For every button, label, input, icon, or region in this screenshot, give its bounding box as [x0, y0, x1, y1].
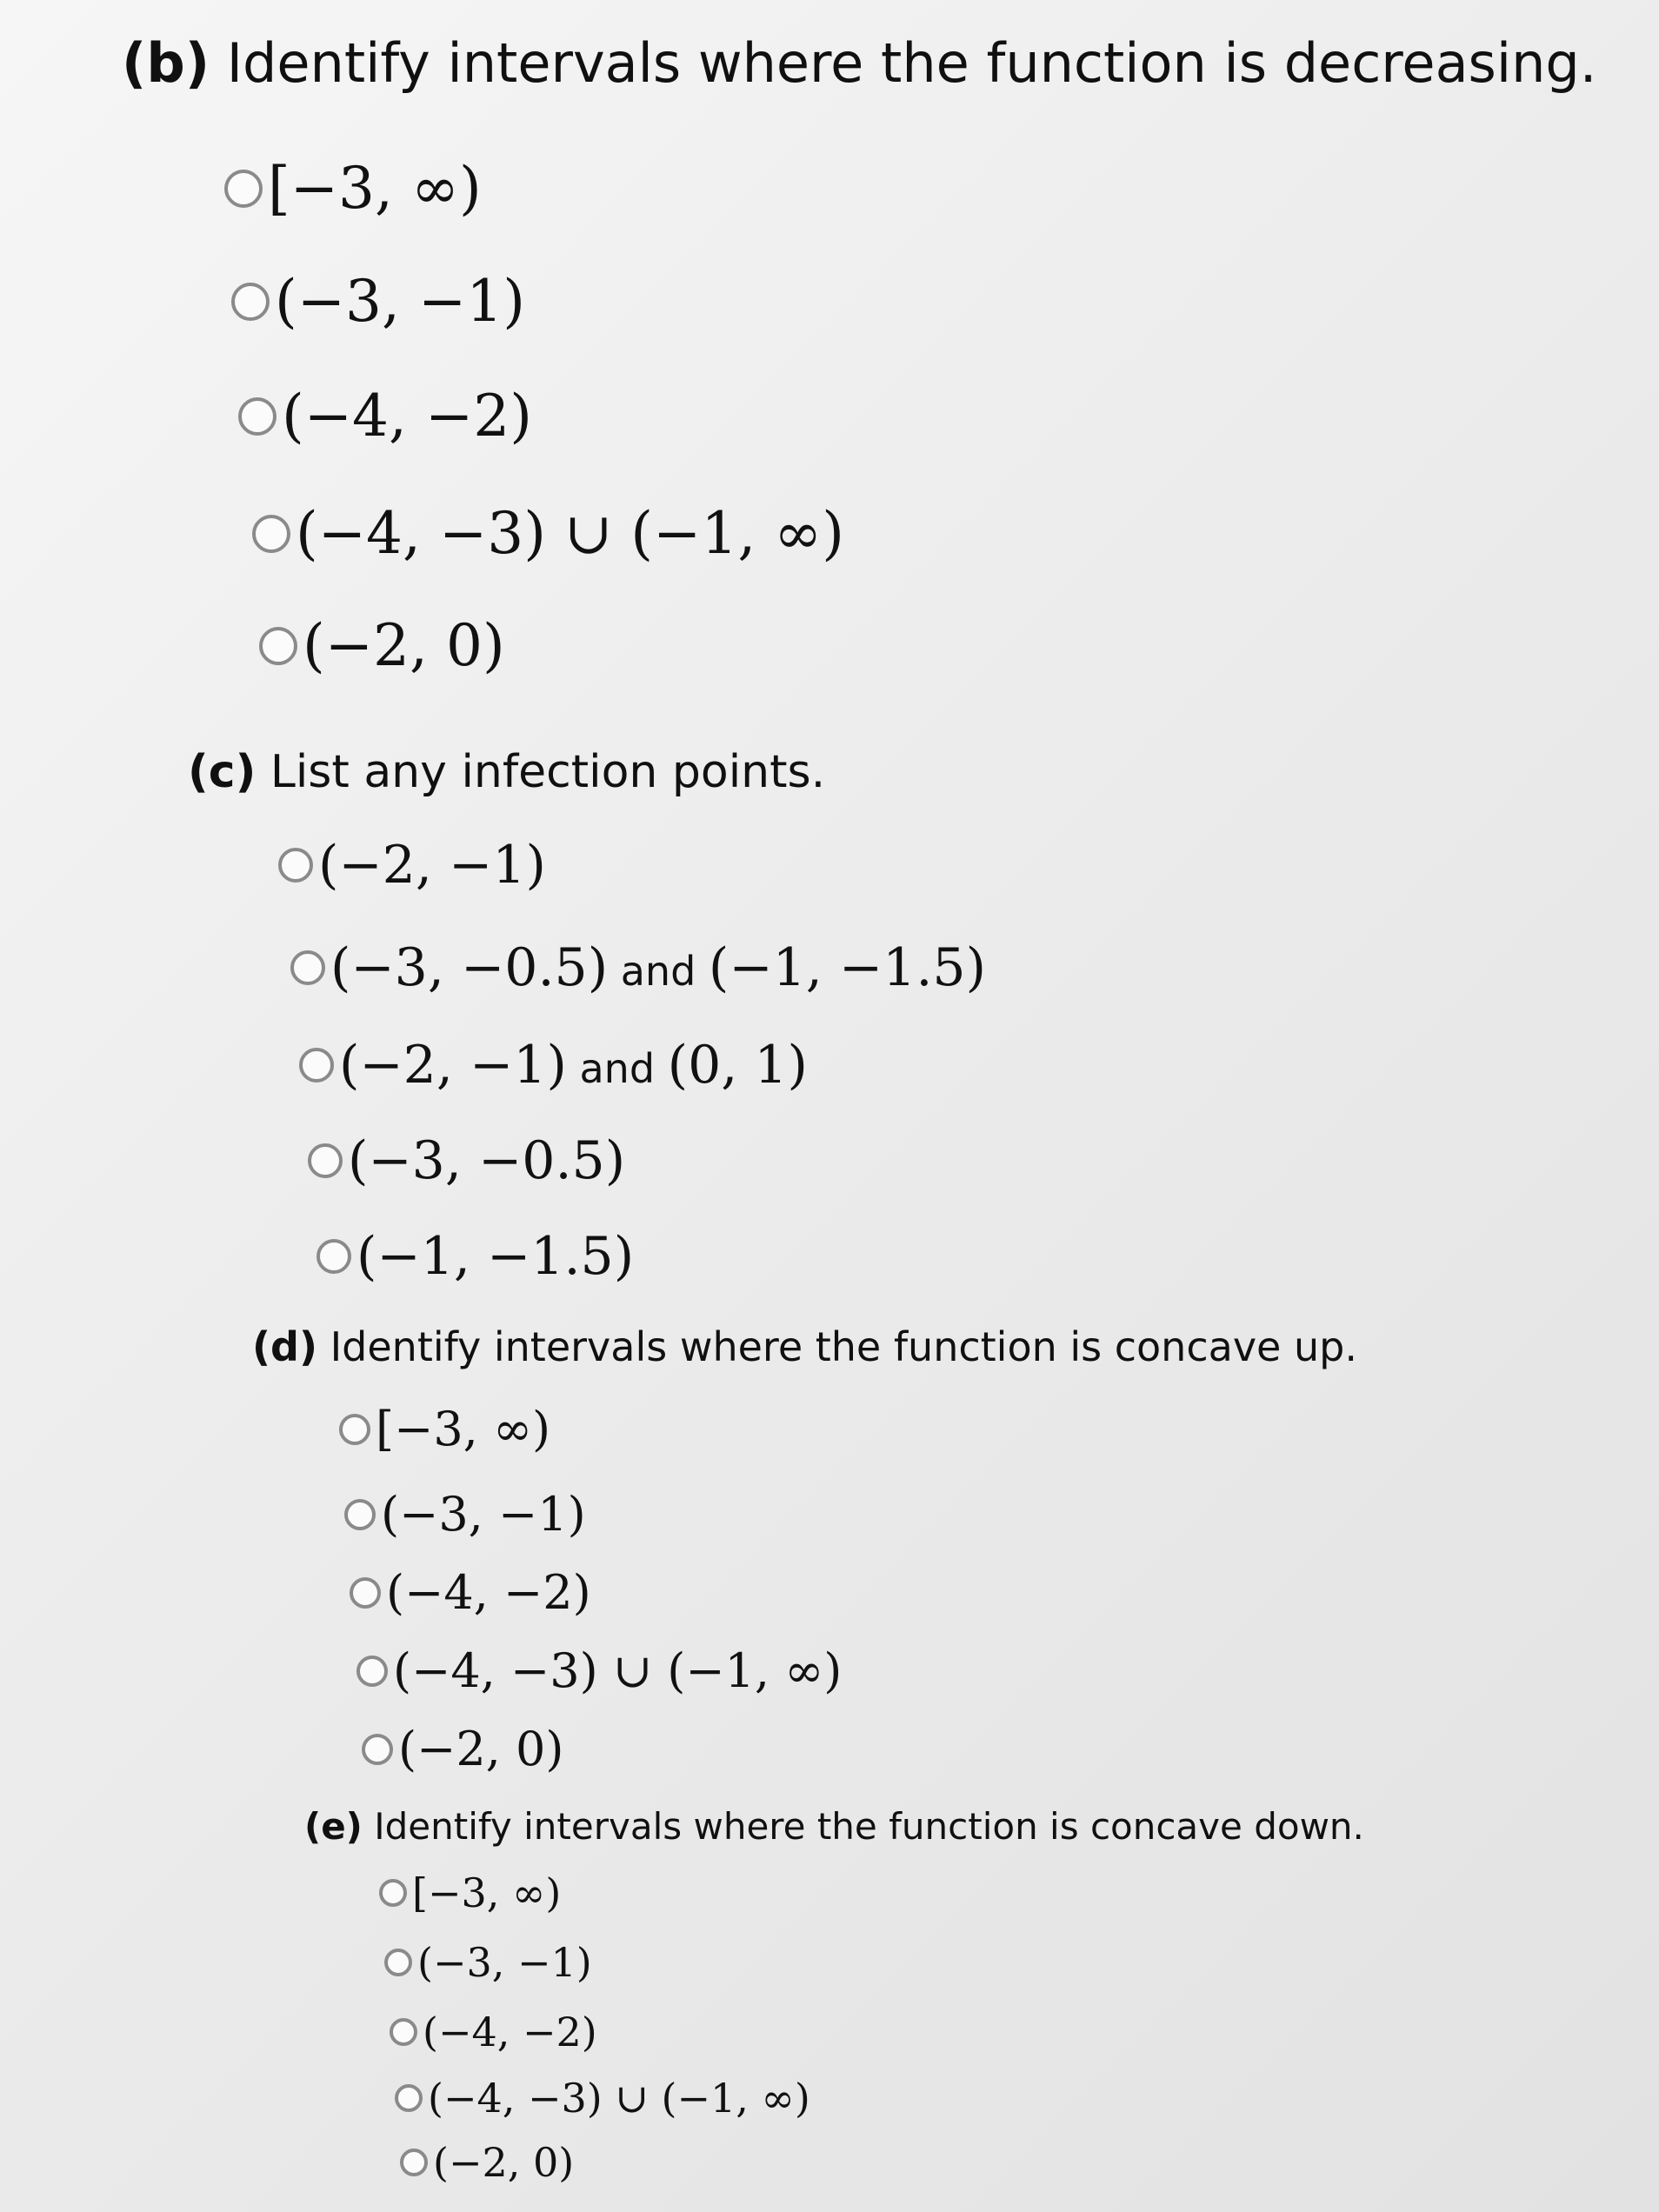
and-word: and — [566, 1045, 668, 1092]
option-label — [318, 835, 546, 896]
point-a: (−3, −0.5) — [330, 937, 609, 998]
radio-button[interactable] — [390, 2018, 417, 2046]
radio-button[interactable] — [400, 2149, 428, 2176]
option-label: (−3, −1) — [417, 1939, 592, 1986]
radio-button[interactable] — [308, 1143, 343, 1178]
point-a: (−2, −1) — [318, 835, 546, 896]
option-d-5[interactable] — [362, 1722, 563, 1776]
question-b-letter: (b) — [122, 31, 210, 95]
point-b: (0, 1) — [667, 1035, 808, 1096]
radio-button[interactable] — [395, 2084, 423, 2112]
option-c-5[interactable] — [316, 1226, 634, 1287]
question-d-letter: (d) — [252, 1323, 317, 1370]
point-a: (−1, −1.5) — [356, 1226, 635, 1287]
radio-button[interactable] — [379, 1879, 407, 1907]
radio-button[interactable] — [362, 1734, 393, 1765]
option-label: [−3, ∞) — [268, 155, 482, 222]
and-word: and — [608, 948, 709, 995]
radio-button[interactable] — [278, 848, 313, 883]
question-c-prompt — [188, 746, 826, 798]
radio-button[interactable] — [356, 1656, 388, 1687]
question-e-text: Identify intervals where the function is concave down. — [362, 1805, 1364, 1848]
option-e-3[interactable] — [390, 2009, 597, 2055]
question-c-text: List any infection points. — [256, 746, 826, 798]
question-d-text: Identify intervals where the function is concave up. — [316, 1323, 1357, 1370]
option-label — [356, 1226, 634, 1287]
option-e-2[interactable] — [384, 1939, 592, 1986]
option-label — [339, 1035, 808, 1096]
option-e-4[interactable] — [395, 2075, 810, 2122]
question-d-prompt — [252, 1323, 1357, 1370]
option-b-3[interactable] — [238, 383, 532, 450]
point-b: (−1, −1.5) — [708, 937, 987, 998]
point-a: (−2, −1) — [339, 1035, 567, 1096]
option-e-1[interactable] — [379, 1869, 561, 1916]
radio-button[interactable] — [316, 1239, 351, 1274]
option-label: (−4, −2) — [386, 1565, 591, 1620]
option-e-5[interactable] — [400, 2139, 574, 2186]
option-c-1[interactable] — [278, 835, 546, 896]
option-label: (−4, −2) — [423, 2009, 597, 2055]
radio-button[interactable] — [350, 1577, 381, 1609]
radio-button[interactable] — [290, 950, 325, 985]
radio-button[interactable] — [339, 1414, 370, 1445]
radio-button[interactable] — [224, 170, 263, 208]
option-c-3[interactable] — [299, 1035, 808, 1096]
radio-button[interactable] — [259, 627, 297, 665]
point-a: (−3, −0.5) — [348, 1130, 626, 1191]
radio-button[interactable] — [252, 515, 290, 553]
question-e-letter: (e) — [304, 1805, 363, 1848]
radio-button[interactable] — [384, 1949, 412, 1976]
question-e-prompt — [304, 1805, 1364, 1848]
option-c-4[interactable] — [308, 1130, 625, 1191]
option-label: (−3, −1) — [275, 268, 526, 335]
question-c-letter: (c) — [188, 746, 257, 798]
option-label: [−3, ∞) — [376, 1402, 551, 1456]
radio-button[interactable] — [344, 1499, 376, 1530]
radio-button[interactable] — [238, 397, 276, 436]
option-label: [−3, ∞) — [412, 1869, 562, 1916]
radio-button[interactable] — [299, 1048, 334, 1083]
option-b-2[interactable] — [231, 268, 525, 335]
option-d-2[interactable] — [344, 1487, 586, 1542]
option-b-1[interactable] — [224, 155, 482, 222]
option-label — [348, 1130, 625, 1191]
question-b-text: Identify intervals where the function is decreasing. — [210, 31, 1597, 95]
option-b-4[interactable] — [252, 500, 844, 567]
option-label: (−4, −2) — [282, 383, 533, 450]
radio-button[interactable] — [231, 283, 270, 321]
option-d-3[interactable] — [350, 1565, 591, 1620]
option-label: (−2, 0) — [398, 1722, 564, 1776]
option-b-5[interactable] — [259, 612, 505, 679]
option-d-4[interactable] — [356, 1643, 842, 1698]
option-label: (−2, 0) — [303, 612, 505, 679]
option-c-2[interactable] — [290, 937, 986, 998]
option-label: (−2, 0) — [433, 2139, 575, 2186]
option-label — [330, 937, 986, 998]
option-label: (−4, −3) ∪ (−1, ∞) — [393, 1643, 843, 1698]
option-d-1[interactable] — [339, 1402, 550, 1456]
option-label: (−4, −3) ∪ (−1, ∞) — [296, 500, 845, 567]
question-b-prompt — [122, 31, 1597, 95]
option-label: (−4, −3) ∪ (−1, ∞) — [428, 2075, 810, 2122]
option-label: (−3, −1) — [381, 1487, 586, 1542]
